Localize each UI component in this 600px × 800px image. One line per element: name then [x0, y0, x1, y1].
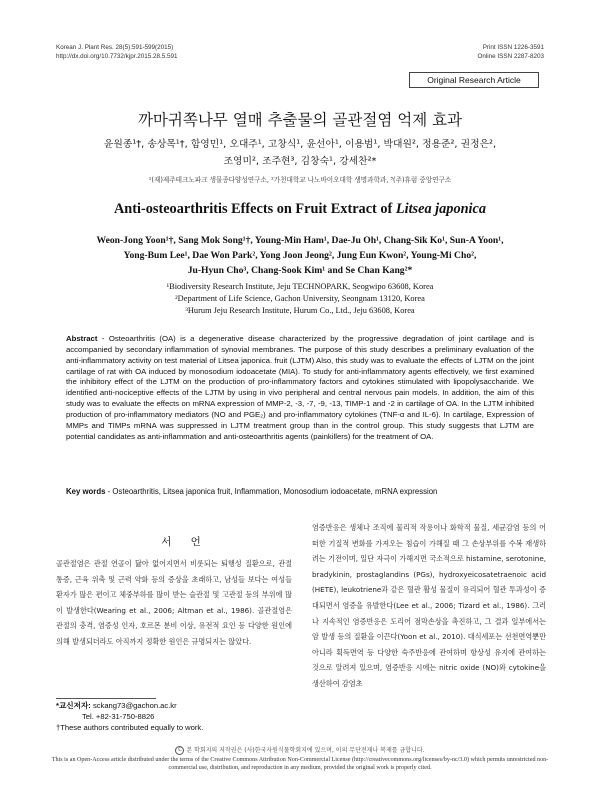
copyright-notice	[0, 745, 600, 755]
equal-contribution-note: †These authors contributed equally to work.	[56, 723, 204, 732]
citation-line: Korean J. Plant Res. 28(5):591-599(2015)	[56, 44, 174, 51]
section-title: 서 언	[161, 536, 209, 548]
article-type-badge: Original Research Article	[409, 72, 539, 88]
english-authors-line1: Weon-Jong Yoon¹†, Sang Mok Song¹†, Young-Min Ham¹, Dae-Ju Oh¹, Chang-Sik Ko¹, Sun-A Yoon¹,	[96, 235, 504, 246]
korean-title: 까마귀쪽나무 열매 추출물의 골관절염 억제 효과	[137, 111, 463, 129]
english-authors-line2: Yong-Bum Lee¹, Dae Won Park², Yong Joon Jeong², Jung Eun Kwon², Young-Mi Cho²,	[123, 250, 477, 261]
english-authors-line3: Ju-Hyun Cho³, Chang-Sook Kim¹ and Se Chan Kang²*	[187, 265, 413, 276]
abstract-label: Abstract	[66, 334, 98, 343]
english-title-text: Anti-osteoarthritis Effects on Fruit Extract of	[113, 201, 396, 217]
abstract	[66, 334, 534, 442]
affiliation-1: ¹Biodiversity Research Institute, Jeju TECHNOPARK, Seogwipo 63608, Korea	[166, 282, 434, 291]
english-title-species: Litsea japonica	[395, 201, 487, 217]
affiliation-2: ²Department of Life Science, Gachon University, Seongnam 13120, Korea	[175, 294, 425, 303]
affiliation-3: ³Hurum Jeju Research Institute, Hurum Co., Ltd., Jeju 63608, Korea	[185, 306, 415, 315]
body-left-column: 골관절염은 관절 연골이 닳아 없어지면서 비롯되는 퇴행성 질환으로, 관절 통증, 근육 위축 및 근력 약화 등의 증상을 초래하고, 남성들 보다는 여성들 환자가 많은 편이고 체중부하를 많이 받는 슬관절 및 고관절 등의 부위에 많이 발생한다(Wearing et al., 2006; Altman et al., 1986). 골관절염은 관절의 충격, 염증성 인자, 호르몬 분비 이상, 유전적 요인 등 다양한 원인에 의해 발생되더라도 아직까지 정확한 원인은 규명되지는 않았다.	[56, 559, 292, 646]
footnote-divider	[56, 698, 156, 699]
abstract-text: - Osteoarthritis (OA) is a degenerative disease characterized by the progressive degradation of joint cartilage and is accompanied by secondary inflammation of synovial membranes. The purpose of this study describes a preliminary evaluation of the anti-inflammatory activity on test material of Litsea japonica. fruit (LJTM) Also, this study was to evaluate the effects of LJTM on the joint cartilage of rat with OA induced by monosodium iodoacetate (MIA). To study for anti-inflammatory agents effectively, we first examined the inhibitory effect of the LJTM on the production of pro-inflammatory factors and cytokines stimulated with lipopolysaccharide. We identified anti-nociceptive effects of the LJTM by using in vivo peripheral and central nervous pain models. In addition, the aim of this study was to evaluate the effects on mRNA expression of MMP-2, -3, -7, -9, -13, TIMP-1 and -2 in cartilage of OA. In the LJTM inhibited production of pro-inflammatory mediators (NO and PGE₂) and pro-inflammatory cytokines (TNF-α and IL-6). In cartilage, Expression of MMPs and TIMPs mRNA was suppressed in LJTM treatment group than in the control group. This study suggests that LJTM are potential candidates as anti-inflammation and anti-osteoarthritis agents (painkillers) for the treatment of OA.	[66, 334, 534, 441]
corresponding-tel: Tel. +82-31-750-8826	[82, 712, 155, 721]
corresponding-label: *교신저자:	[56, 701, 91, 710]
corresponding-email[interactable]: sckang73@gachon.ac.kr	[90, 701, 177, 710]
keywords-label: Key words	[66, 487, 106, 496]
doi-link[interactable]: http://dx.doi.org/10.7732/kjpr.2015.28.5.591	[56, 52, 178, 60]
copyright-icon: C	[175, 746, 184, 755]
journal-citation	[56, 44, 177, 61]
keywords	[66, 487, 536, 496]
open-access-notice: This is an Open-Access article distributed under the terms of the Creative Commons Attribution Non-Commercial License (http://creativecommons.org/licenses/by-nc/3.0) which permits unrestricted non-commercial use, distribution, and reproduction in any medium, provided the original work is properly cited.	[51, 757, 549, 771]
body-right-column: 염증반응은 생체나 조직에 물리적 작용이나 화학적 물질, 세균감염 등의 어떠한 기질적 변화를 가져오는 침습이 가해질 때 그 손상부위를 수복 재생하려는 기전이며, 일단 자극이 가해지면 국소적으로 histamine, serotonine, bradykinin, prostaglandins (PGs), hydroxyeicosatetraenoic acid (HETE), leukotriene과 같은 혈관 활성 물질이 유리되어 혈관 투과성이 증대되면서 염증을 유발한다(Lee et al., 2006; Tizard et al., 1986). 그러나 지속적인 염증반응은 도리어 점막손상을 촉진하고, 그 결과 일부에서는 암 발생 등의 질환을 이끈다(Yoon et al., 2010). 대식세포는 선천면역뿐만 아니라 획득면역 등 다양한 숙주반응에 관여하며 항상성 유지에 관여하는 것으로 알려져 있으며, 염증반응 시에는 nitric oxide (NO)와 cytokine을 생산하여 감염초	[312, 523, 546, 688]
korean-affiliations: ¹(재)제주테크노파크 생물종다양성연구소, ²가천대학교 나노바이오대학 생명과학과, ³(주)휴럼 중앙연구소	[148, 176, 452, 184]
footnote	[56, 700, 296, 733]
korean-authors-line2: 조영미², 조주현³, 김창숙¹, 강세찬²*	[223, 156, 377, 167]
keywords-text: - Osteoarthritis, Litsea japonica fruit, Inflammation, Monosodium iodoacetate, mRNA expression	[105, 487, 438, 496]
print-issn: Print ISSN 1226-3591	[482, 44, 544, 51]
online-issn: Online ISSN 2287-8203	[477, 52, 544, 60]
english-title	[0, 201, 600, 218]
korean-authors-line1: 윤원종¹†, 송상목¹†, 함영민¹, 오대주¹, 고창식¹, 윤선아¹, 이용범¹, 박대원², 정용준², 권정은²,	[103, 139, 497, 150]
corresponding-author	[56, 700, 296, 711]
copyright-text: 본 학회지의 저작권은 (사)한국자원식물학회지에 있으며, 이의 무단전재나 복제를 금합니다.	[184, 747, 425, 754]
issn-block	[477, 44, 544, 61]
